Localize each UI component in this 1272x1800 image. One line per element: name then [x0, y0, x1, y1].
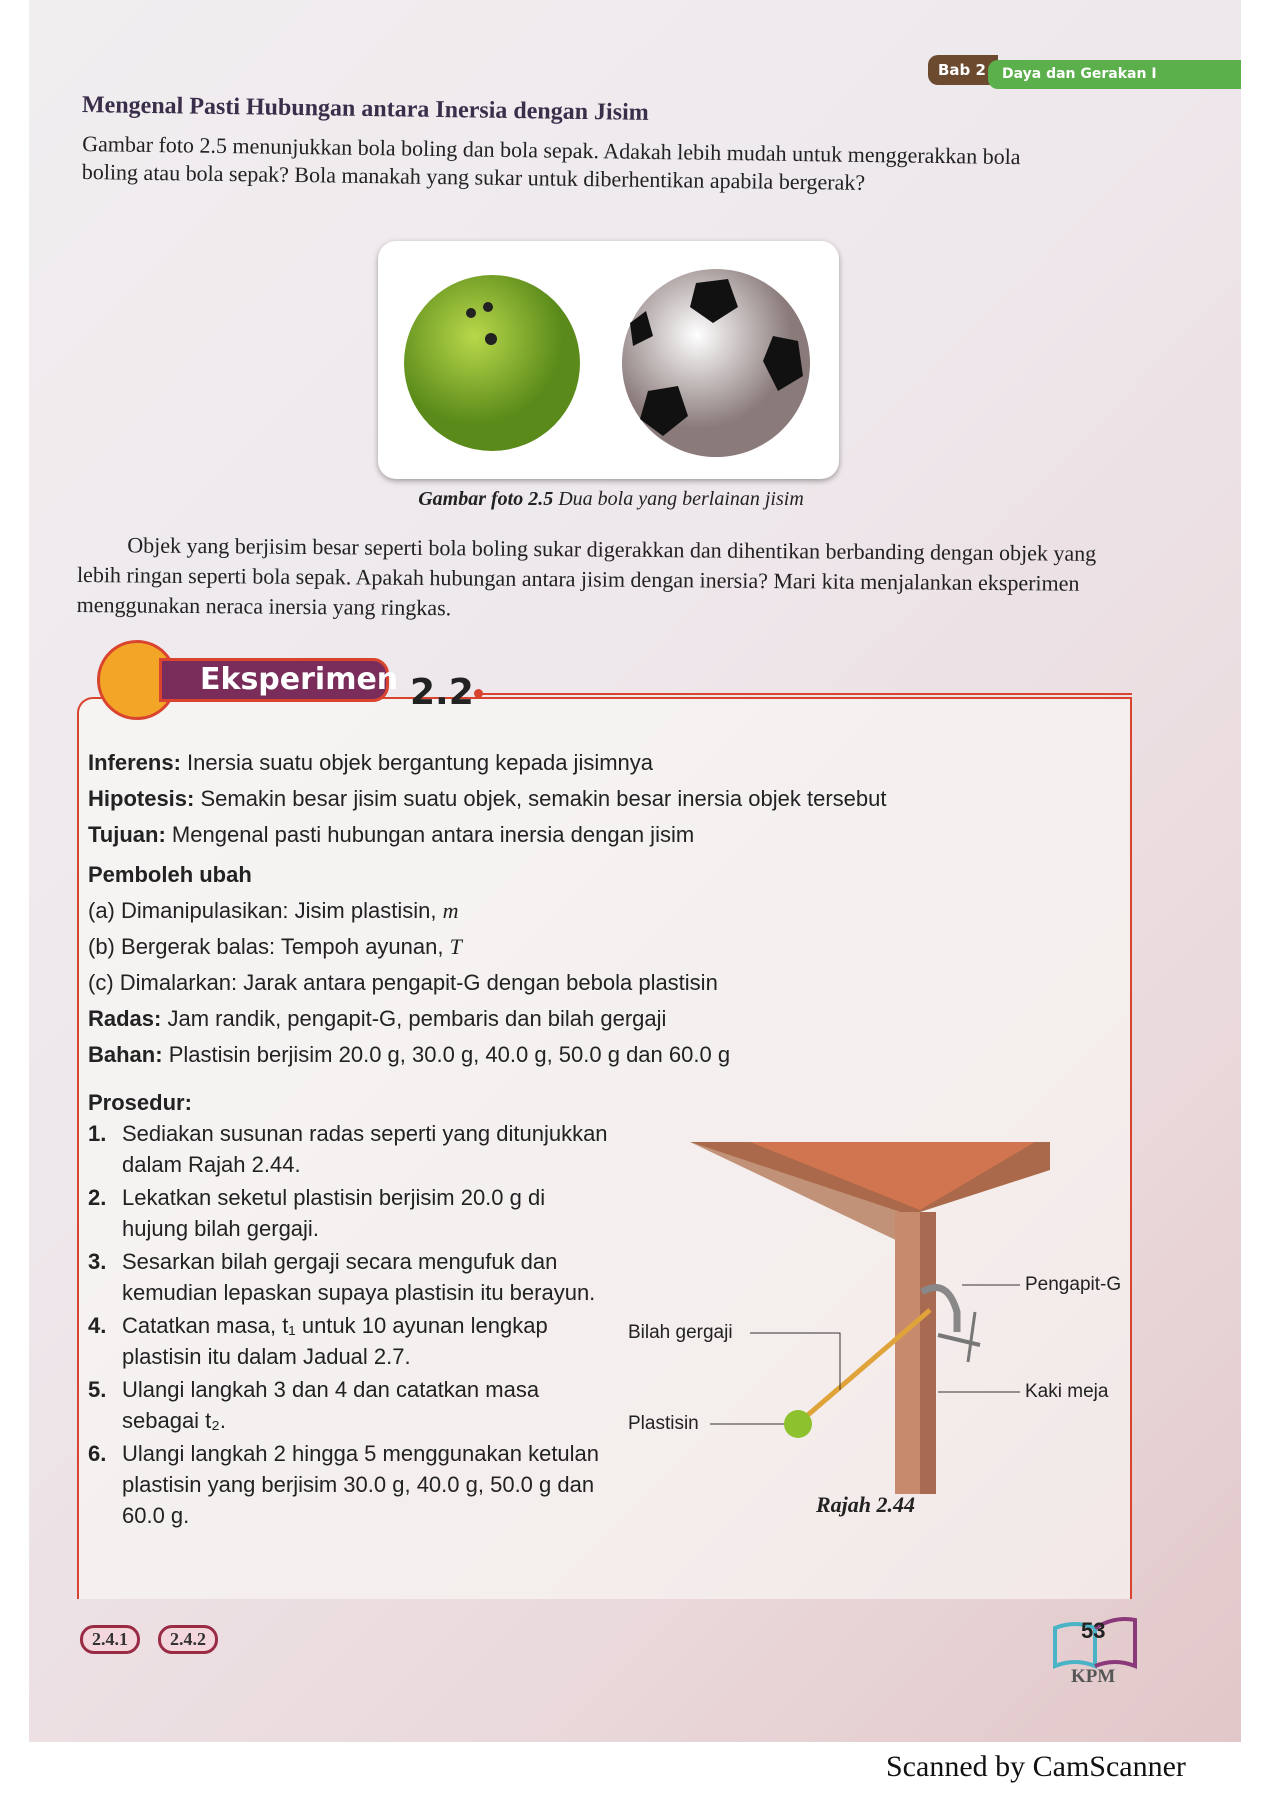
label-pengapit-g: Pengapit-G	[1025, 1274, 1122, 1295]
variable-item	[88, 965, 1128, 1001]
procedure-step	[88, 1438, 608, 1531]
step-number: 3.	[88, 1249, 107, 1274]
radas-line	[88, 1001, 1128, 1037]
step-number: 2.	[88, 1185, 107, 1210]
standard-badge: 2.4.1	[80, 1625, 140, 1654]
hipotesis-label: Hipotesis:	[88, 786, 195, 811]
step-text: Sediakan susunan radas seperti yang ditunjukkan dalam Rajah 2.44.	[122, 1121, 608, 1177]
radas-label: Radas:	[88, 1006, 162, 1031]
caption-label: Gambar foto 2.5	[418, 488, 554, 510]
experiment-label: Eksperimen	[159, 658, 389, 702]
variable-item	[88, 929, 1128, 965]
step-text: Ulangi langkah 3 dan 4 dan catatkan masa sebagai t₂.	[122, 1377, 540, 1433]
label-bilah-gergaji: Bilah gergaji	[628, 1322, 733, 1343]
variable-text: Bergerak balas: Tempoh ayunan,	[121, 934, 450, 959]
procedure-step	[88, 1118, 608, 1180]
plasticine-ball	[784, 1410, 812, 1438]
variable-text: Dimalarkan: Jarak antara pengapit-G dengan bebola plastisin	[119, 970, 718, 995]
tujuan-text: Mengenal pasti hubungan antara inersia dengan jisim	[171, 822, 695, 847]
diagram-rajah-2-44	[620, 1130, 1130, 1530]
diagram-caption: Rajah 2.44	[816, 1492, 916, 1517]
procedure-step	[88, 1182, 608, 1244]
inferens-line	[88, 745, 1128, 781]
procedure-list	[88, 1118, 608, 1533]
label-plastisin: Plastisin	[628, 1413, 699, 1434]
variable-text: Dimanipulasikan: Jisim plastisin,	[121, 898, 443, 923]
hipotesis-line	[88, 781, 1128, 817]
step-number: 5.	[88, 1377, 107, 1402]
publisher: KPM	[1071, 1666, 1116, 1687]
intro-paragraph: Gambar foto 2.5 menunjukkan bola boling dan bola sepak. Adakah lebih mudah untuk menggerakkan bola boling atau bola sepak? Bola manakah yang sukar untuk diberhentikan apabila bergerak?	[81, 131, 1021, 195]
bahan-label: Bahan:	[88, 1042, 163, 1067]
procedure-step	[88, 1310, 608, 1372]
balls-illustration	[378, 241, 839, 479]
step-text: Sesarkan bilah gergaji secara mengufuk dan kemudian lepaskan supaya plastisin itu berayun.	[122, 1249, 596, 1305]
step-text: Catatkan masa, t₁ untuk 10 ayunan lengkap plastisin itu dalam Jadual 2.7.	[122, 1313, 548, 1369]
photo-balls	[378, 241, 839, 479]
chapter-title-tab: Daya dan Gerakan I	[988, 60, 1241, 89]
variable-key: (c)	[88, 970, 114, 995]
bahan-text: Plastisin berjisim 20.0 g, 30.0 g, 40.0 g, 50.0 g dan 60.0 g	[168, 1042, 731, 1067]
caption-text: Dua bola yang berlainan jisim	[558, 488, 804, 510]
variable-key: (a)	[88, 898, 115, 923]
hipotesis-text: Semakin besar jisim suatu objek, semakin besar inersia objek tersebut	[200, 786, 887, 811]
step-number: 6.	[88, 1441, 107, 1466]
tujuan-label: Tujuan:	[88, 822, 166, 847]
procedure-step	[88, 1374, 608, 1436]
variables-label: Pemboleh ubah	[88, 862, 252, 887]
experiment-details	[88, 745, 1128, 1073]
variable-symbol: T	[449, 934, 462, 959]
prosedur-label: Prosedur:	[88, 1090, 192, 1115]
variable-symbol: m	[442, 898, 459, 923]
procedure-step	[88, 1246, 608, 1308]
tujuan-line	[88, 817, 1128, 853]
section-title: Mengenal Pasti Hubungan antara Inersia dengan Jisim	[81, 92, 649, 126]
chapter-tab: Bab 2	[928, 55, 998, 85]
inferens-label: Inferens:	[88, 750, 181, 775]
step-text: Ulangi langkah 2 hingga 5 menggunakan ketulan plastisin yang berjisim 30.0 g, 40.0 g, 50.0 g dan 60.0 g.	[122, 1441, 600, 1528]
step-text: Lekatkan seketul plastisin berjisim 20.0 g di hujung bilah gergaji.	[122, 1185, 546, 1241]
radas-text: Jam randik, pengapit-G, pembaris dan bilah gergaji	[167, 1006, 667, 1031]
variable-item	[88, 893, 1128, 929]
divider-line	[480, 693, 1132, 695]
kpm-logo	[1049, 1610, 1141, 1690]
bahan-line	[88, 1037, 1128, 1073]
step-number: 4.	[88, 1313, 107, 1338]
standard-badge: 2.4.2	[158, 1625, 218, 1654]
variable-key: (b)	[88, 934, 115, 959]
experiment-banner	[97, 640, 399, 720]
photo-caption	[376, 488, 846, 511]
bowling-ball	[404, 275, 580, 451]
inferens-text: Inersia suatu objek bergantung kepada jisimnya	[187, 750, 654, 775]
step-number: 1.	[88, 1121, 107, 1146]
scanner-watermark: Scanned by CamScanner	[886, 1750, 1186, 1783]
label-kaki-meja: Kaki meja	[1025, 1381, 1109, 1402]
body-paragraph: Objek yang berjisim besar seperti bola boling sukar digerakkan dan dihentikan berbanding dengan objek yang lebih ringan seperti bola sepak. Apakah hubungan antara jisim dengan inersia? Mari kita menjalankan eksperimen menggunakan neraca inersia yang ringkas.	[76, 532, 1097, 621]
experiment-number: 2.2	[410, 672, 474, 713]
page-number: 53	[1081, 1618, 1106, 1643]
